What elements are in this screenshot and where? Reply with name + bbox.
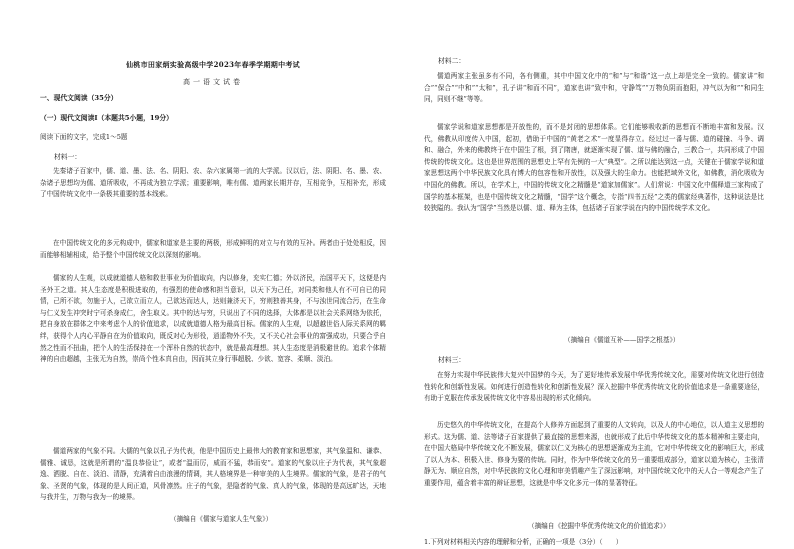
- section-one-one-heading: （一）现代文阅读Ⅰ（本题共5小题，19分）: [40, 114, 173, 122]
- material-one-label: 材料一：: [54, 153, 82, 161]
- material-three-paragraph-2: 历史悠久的中华传统文化，在提高个人修养方面起到了重要的人文转向，以及人的中心地位，以人道主义思想的形式。这为儒、道、法等诸子百家提供了最直接的思想来源，也就形成了此后中华传统文化的基本精神和主要走向，在中国大格局中华传统文化不断发展，儒家以仁义为核心的思想逐渐成为主流，它对中华传统文化的影响巨大，形成了以人为本、积极入世、修身为要的传统。同时，作为中华传统文化的另一重要组成部分，道家以道为核心，主张清静无为、顺应自然，对中华民族的文化心理和审美情趣产生了深远影响，对中国传统文化中的天人合一等观念产生了重要作用，蕴含着丰富的辩证思想，这就是中华文化多元一体的显著特征。: [424, 421, 764, 487]
- exam-title: 仙桃市田家炳实验高级中学2023年春季学期期中考试: [126, 60, 300, 69]
- material-two-paragraph-2: 儒家学说和道家思想都是开放性的，而不是封闭的思想体系。它们能够吸收新的思想而不断地丰富和发展。汉代，佛教从印度传入中国，起初，借助于中国的“黄老之术”一度显得存立。经过过一番与儒、道的碰撞、斗争、调和、融合，外来的佛教终于在中国生了根，到了隋唐，就逐渐实现了儒、道与佛的融合，三教合一，共同形成了中国传统的传统文化。这也是世界范围的思想史上罕有先例的一大“典型”。之所以能达到这一点，关键在于儒家学说和道家思想这两个中华民族文化具有博大的包容性和开放性，以及强大的生命力。也能把域外文化，如佛教，消化吸收为中国化的佛教。所以，在学术上，中国的传统文化之精髓是“道家加儒家”。人们常说：中国文化中儒释道三家构成了国学的基本框架，也是中国传统文化之精髓，“国学”这个概念，专指“四书五经”之类的儒家经典著作，这种说法是比较狭隘的。我认为“国学”当然是以儒、道、释为主体，包括诸子百家学说在内的中国传统学术文化。: [424, 123, 764, 213]
- paragraph-1: 先秦诸子百家中，儒、道、墨、法、名、阴阳、农、杂六家属第一流的大学派。汉以后，法、阴阳、名、墨、农、杂诸子思想均为儒、道所吸收，不再成为独立学派；重要影响，唯有儒、道两家长期并存，互相竞争，互相补充，形成了中国传统文化中一条极其重要的基本线索。: [40, 167, 386, 199]
- section-one-heading: 一、现代文阅读（35分）: [40, 94, 118, 102]
- material-two-label: 材料二：: [438, 57, 466, 65]
- subject-title: 高一语文试卷: [183, 78, 243, 86]
- source-two: （摘编自《儒道互补——国学之根基》）: [564, 336, 680, 344]
- instruction-text: 阅读下面的文字，完成1～5题: [40, 133, 128, 141]
- source-one: （摘编自《儒家与道家人生气象》）: [170, 515, 273, 523]
- paragraph-3: 儒家的人生观，以成就道德人格和救世事业为价值取向，内以修身，充实仁德；外以济民，治国平天下，这便是内圣外王之道。其人生态度是积极进取的，有强烈的使命感和担当意识，以天下为己任，对同类和他人有不可自已的同情，己所不欲，勿施于人，己欲立而立人，己欲达而达人，达则兼济天下，穷则独善其身，不与浊世同流合污，在生命与仁义发生冲突时宁可杀身成仁，舍生取义。其中的达与穷，只说出了不同的选择，大体都是以社会关系网络为依托，把自身放在群体之中来考虑个人的价值追求，以成就道德人格为最高目标。儒家的人生观，以超越世俗人际关系网的羁绊，获得个人内心平静自在为价值取向，既反对心为形役，逍遥物外不失，又不关心社会事业的富强成功，只要合乎自然之性而不扭曲，把个人的生活保持在一个浑朴自然的状态中，就是最高理想。其人生态度是消极避世的。追求个体精神的自由超越，主张无为自然，崇尚个性本真自由，因而其立身行事超脱、少欲、宽容、柔顺、淡泊。: [40, 274, 386, 364]
- material-three-label: 材料三：: [438, 356, 466, 364]
- question-one: 1.下列对材料相关内容的理解和分析，正确的一项是（3分）（ ）: [424, 538, 623, 546]
- paragraph-4: 儒道两家的气象不同。大儒的气象以孔子为代表，他是中国历史上最伟大的教育家和思想家，其气象温和、谦恭、儒雅、诚恳，这就是所谓的“温良恭俭让”，或者“温而厉，威而不猛，恭而安”。道家的气象以庄子为代表，其气象超逸、洒脱、自在、淡泊、清静，充满着自由浪漫的情调，其人格境界是一种审美的人生境界。儒家的气象，是君子的气象、圣贤的气象，体现的是人间正道，风骨凛然。庄子的气象，是隐者的气象、真人的气象，体现的是高远旷达，天地与我并生，万物与我为一的境界。: [40, 447, 386, 502]
- source-three: （摘编自《挖掘中华优秀传统文化的价值追求》）: [528, 522, 670, 530]
- material-three-paragraph-1: 在努力实现中华民族伟大复兴中国梦的今天，为了更好地传承发展中华优秀传统文化，需要对传统文化进行创造性转化和创新性发展。如何进行创造性转化和创新性发展？深入挖掘中华优秀传统文化的价值追求是一条重要途径，有助于克服在传承发展传统文化中容易出现的形式化倾向。: [424, 371, 764, 403]
- material-two-paragraph-1: 儒道两家主张虽多有不同，各有侧重，其中中国文化中的“和”与“和谐”这一点上却是完全一致的。儒家讲“和合”“保合”“中和”“太和”，孔子讲“和而不同”，道家也讲“致中和，守静笃”“万物负阴而抱阳，冲气以为和”“和同生同，同则不继”等等。: [424, 72, 764, 104]
- paragraph-2: 在中国传统文化的多元构成中，儒家和道家是主要的两极，形成鲜明的对立与有效的互补。两者由于处处相反，因而能够相辅相成，给予整个中国传统文化以深刻的影响。: [40, 239, 386, 259]
